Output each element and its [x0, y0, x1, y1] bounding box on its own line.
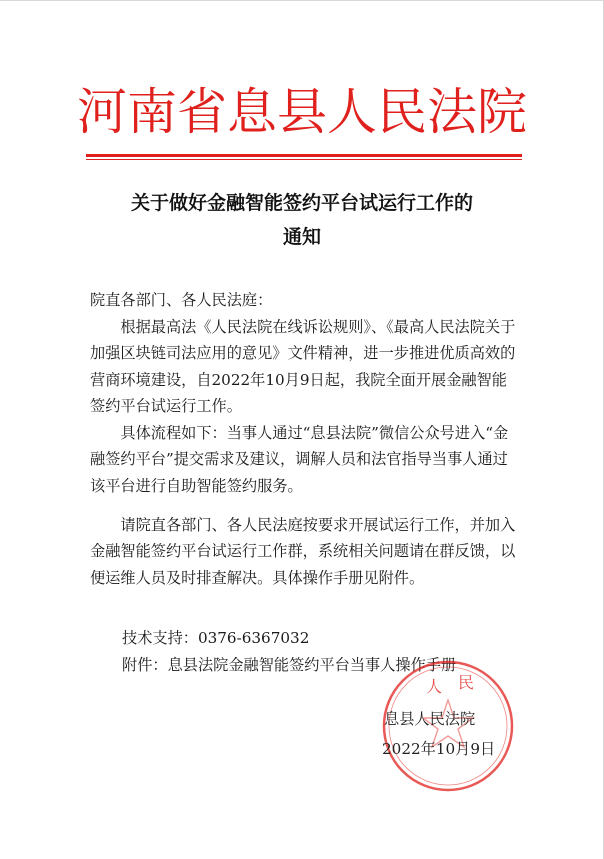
- paragraph-basis: 根据最高法《人民法院在线诉讼规则》、《最高人民法院关于加强区块链司法应用的意见》文件精神，进一步推进优质高效的营商环境建设，自2022年10月9日起，我院全面开展金融智能签约平台试运行工作。: [90, 318, 516, 416]
- seal-text-char-1: 人: [426, 677, 443, 696]
- salutation: 院直各部门、各人民法庭：: [90, 291, 273, 309]
- seal-text-char-2: 民: [458, 673, 475, 692]
- signature-organization: 息县人民法院: [384, 710, 476, 728]
- letterhead-title: 河南省息县人民法院: [77, 83, 527, 141]
- notice-title: [80, 186, 524, 254]
- signature-date: 2022年10月9日: [382, 740, 496, 758]
- red-divider-thick: [86, 154, 522, 157]
- notice-title-line-1: 关于做好金融智能签约平台试运行工作的: [130, 192, 473, 214]
- red-divider-thin: [86, 159, 522, 160]
- tech-support-line: 技术支持：0376-6367032: [122, 629, 310, 647]
- paragraph-request: 请院直各部门、各人民法庭按要求开展试运行工作，并加入金融智能签约平台试运行工作群，系统相关问题请在群反馈，以便运维人员及时排查解决。具体操作手册见附件。: [90, 516, 516, 587]
- notice-title-line-2: 通知: [282, 226, 321, 248]
- attachment-line: 附件：息县法院金融智能签约平台当事人操作手册: [122, 656, 457, 674]
- paragraph-process: 具体流程如下：当事人通过“息县法院”微信公众号进入“金融签约平台”提交需求及建议，调解人员和法官指导当事人通过该平台进行自助智能签约服务。: [90, 424, 509, 495]
- page-border-top: [0, 0, 604, 1]
